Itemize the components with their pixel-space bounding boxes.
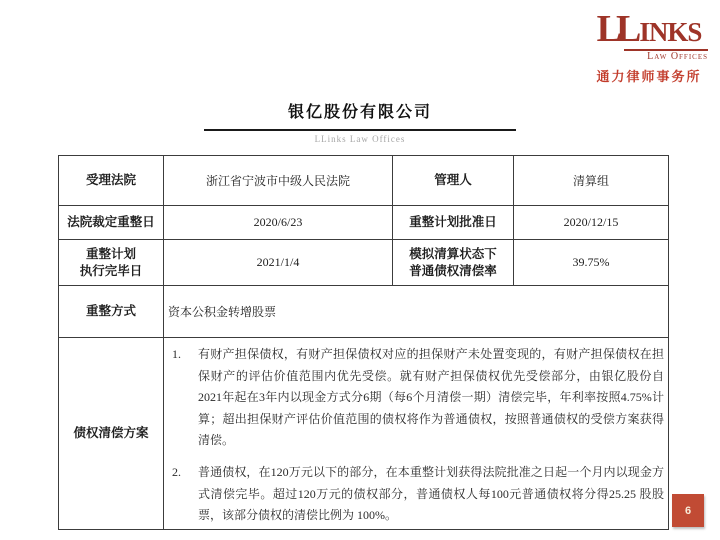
value-plan-approval-date: 2020/12/15 <box>514 206 669 240</box>
label-debt-repayment-plan: 债权清偿方案 <box>59 338 164 530</box>
llinks-logo <box>590 10 708 83</box>
plan-item-1 <box>168 344 664 452</box>
label-line2: 普通债权清偿率 <box>409 263 497 278</box>
logo-law-offices-caption: Law Offices <box>624 49 708 62</box>
restructuring-info-table <box>58 155 669 530</box>
logo-chinese-name: 通力律师事务所 <box>596 69 702 84</box>
llinks-logo-wordmark <box>590 10 708 48</box>
label-court-ruling-date: 法院裁定重整日 <box>59 206 164 240</box>
label-administrator: 管理人 <box>393 156 514 206</box>
label-plan-completion-date <box>59 240 164 286</box>
value-court-ruling-date: 2020/6/23 <box>164 206 393 240</box>
label-line1: 重整计划 <box>85 246 136 261</box>
table-row <box>59 286 669 338</box>
page-title: 银亿股份有限公司 <box>287 104 432 121</box>
value-simulated-liquidation-rate: 39.75% <box>514 240 669 286</box>
logo-ll-letters: LL <box>596 8 636 50</box>
debt-repayment-plan-content <box>164 338 669 530</box>
label-line1: 模拟清算状态下 <box>409 246 497 261</box>
value-administrator: 清算组 <box>514 156 669 206</box>
value-accepting-court: 浙江省宁波市中级人民法院 <box>164 156 393 206</box>
plan-item-number: 2. <box>172 464 181 479</box>
table-row <box>59 206 669 240</box>
plan-item-text: 普通债权，在120万元以下的部分，在本重整计划获得法院批准之日起一个月内以现金方式清偿完毕。超过120万元的债权部分，普通债权人每100元普通债权将分得25.25 股股票，该部分债权的清偿比例为 100%。 <box>198 464 664 523</box>
plan-item-2 <box>168 462 664 527</box>
value-plan-completion-date: 2021/1/4 <box>164 240 393 286</box>
label-restructuring-method: 重整方式 <box>59 286 164 338</box>
logo-inks-letters: INKS <box>639 17 702 47</box>
table-row <box>59 156 669 206</box>
page-number-badge: 6 <box>672 494 704 527</box>
label-plan-approval-date: 重整计划批准日 <box>393 206 514 240</box>
label-simulated-liquidation-rate <box>393 240 514 286</box>
plan-item-number: 1. <box>172 347 181 361</box>
table-row <box>59 338 669 530</box>
watermark-text: LLinks Law Offices <box>314 134 406 144</box>
title-underline <box>204 129 516 131</box>
table-row <box>59 240 669 286</box>
title-block <box>0 99 720 144</box>
label-accepting-court: 受理法院 <box>59 156 164 206</box>
value-restructuring-method: 资本公积金转增股票 <box>164 286 669 338</box>
label-line2: 执行完毕日 <box>79 263 143 278</box>
plan-item-text: 有财产担保债权，有财产担保债权对应的担保财产未处置变现的，有财产担保债权在担保财产的评估价值范围内优先受偿。就有财产担保债权优先受偿部分，由银亿股份自2021年起在3年内以现金方式分6期（每6个月清偿一期）清偿完毕，年利率按照4.75%计算；超出担保财产评估价值范围的债权将作为普通债权，按照普通债权的受偿方案获得清偿。 <box>198 347 664 448</box>
